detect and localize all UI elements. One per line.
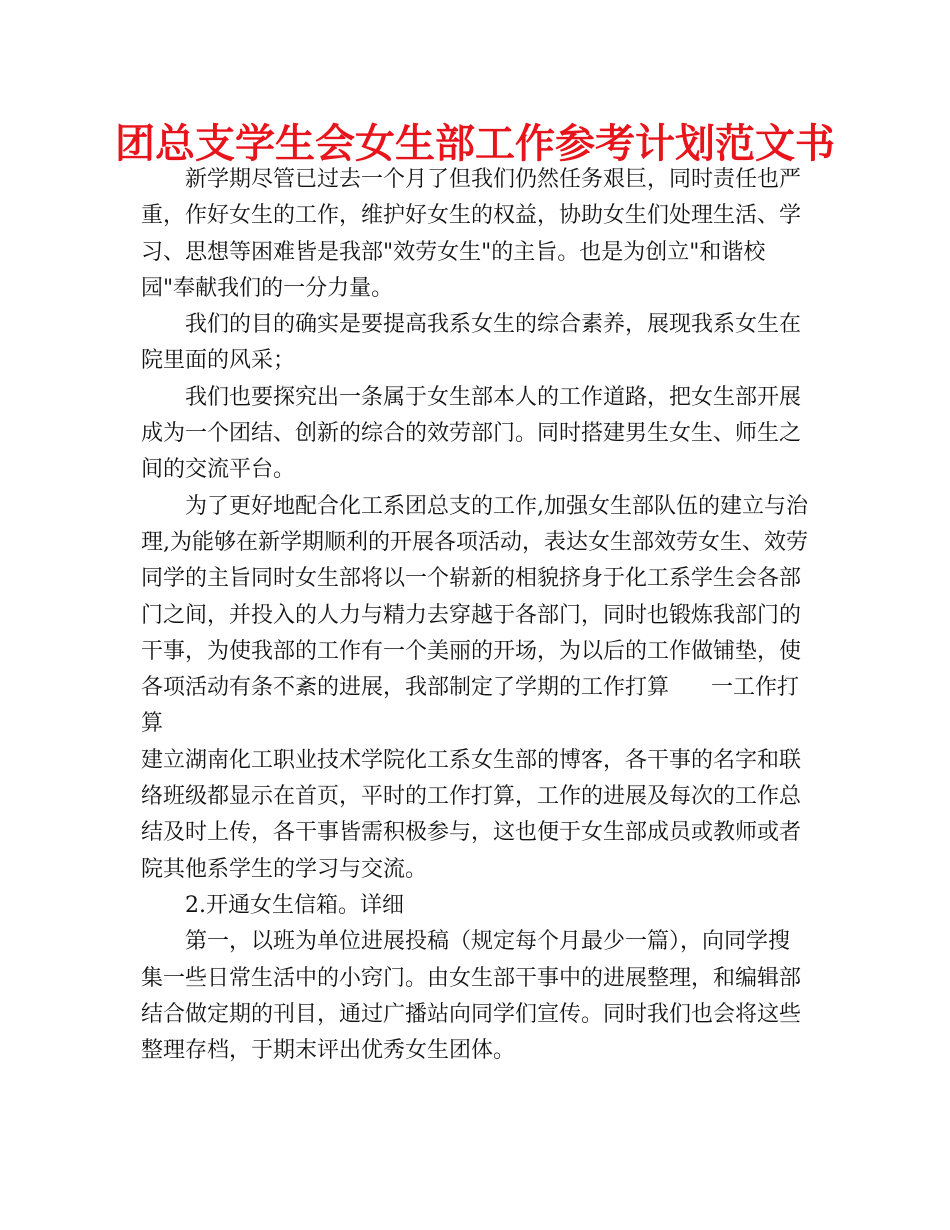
paragraph-line: 结合做定期的刊目，通过广播站向同学们宣传。同时我们也会将这些 bbox=[141, 1001, 802, 1027]
document-body bbox=[141, 162, 811, 1069]
paragraph-line: 结及时上传，各干事皆需积极参与，这也便于女生部成员或教师或者 bbox=[141, 820, 802, 846]
paragraph-line: 为了更好地配合化工系团总支的工作,加强女生部队伍的建立与治 bbox=[185, 493, 808, 519]
paragraph-line: 理,为能够在新学期顺利的开展各项活动，表达女生部效劳女生、效劳 bbox=[141, 529, 808, 555]
section-heading-continued: 算 bbox=[141, 711, 164, 737]
paragraph-line: 新学期尽管已过去一个月了但我们仍然任务艰巨，同时责任也严 bbox=[185, 167, 802, 192]
paragraph-line: 我们的目的确实是要提高我系女生的综合素养，展现我系女生在 bbox=[185, 312, 802, 338]
paragraph-line-text: 各项活动有条不紊的进展，我部制定了学期的工作打算 bbox=[141, 675, 670, 701]
paragraph-line: 干事，为使我部的工作有一个美丽的开场，为以后的工作做铺垫，使 bbox=[141, 638, 802, 664]
paragraph-line-with-heading bbox=[141, 670, 811, 706]
paragraph-line: 院其他系学生的学习与交流。 bbox=[141, 856, 428, 882]
paragraph-line: 整理存档，于期末评出优秀女生团体。 bbox=[141, 1038, 516, 1064]
paragraph-line: 重，作好女生的工作，维护好女生的权益，协助女生们处理生活、学 bbox=[141, 203, 802, 229]
paragraph-line: 第一，以班为单位进展投稿（规定每个月最少一篇），向同学搜 bbox=[185, 929, 791, 955]
list-item-heading: 2.开通女生信箱。详细 bbox=[185, 892, 404, 918]
paragraph-line: 同学的主旨同时女生部将以一个崭新的相貌挤身于化工系学生会各部 bbox=[141, 566, 802, 592]
document-title: 团总支学生会女生部工作参考计划范文书 bbox=[115, 121, 835, 167]
paragraph-line: 院里面的风采； bbox=[141, 348, 296, 374]
paragraph-line: 门之间，并投入的人力与精力去穿越于各部门，同时也锻炼我部门的 bbox=[141, 602, 802, 628]
paragraph-line: 间的交流平台。 bbox=[141, 457, 296, 483]
paragraph-line: 络班级都显示在首页，平时的工作打算，工作的进展及每次的工作总 bbox=[141, 784, 802, 810]
paragraph-line: 集一些日常生活中的小窍门。由女生部干事中的进展整理，和编辑部 bbox=[141, 965, 802, 991]
paragraph-line: 成为一个团结、创新的综合的效劳部门。同时搭建男生女生、师生之 bbox=[141, 421, 802, 447]
paragraph-line: 建立湖南化工职业技术学院化工系女生部的博客，各干事的名字和联 bbox=[141, 747, 802, 773]
paragraph-line: 习、思想等困难皆是我部"效劳女生"的主旨。也是为创立"和谐校 bbox=[141, 239, 766, 265]
paragraph-line: 园"奉献我们的一分力量。 bbox=[141, 275, 394, 301]
paragraph-line: 我们也要探究出一条属于女生部本人的工作道路，把女生部开展 bbox=[185, 384, 802, 410]
section-heading: 一工作打 bbox=[711, 675, 800, 701]
